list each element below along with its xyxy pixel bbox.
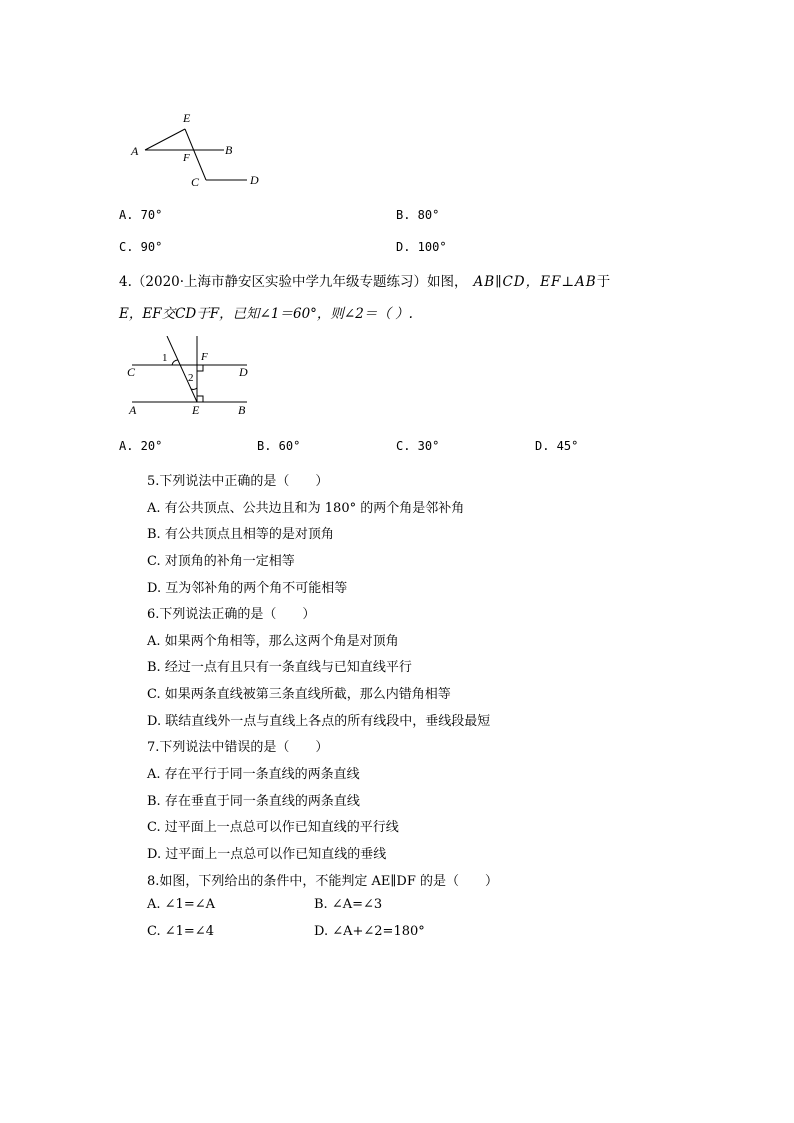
figure-angle-diagram-1 bbox=[120, 108, 280, 194]
q4-stem-text: （2020·上海市静安区实验中学九年级专题练习）如图， bbox=[131, 274, 468, 290]
fig4-label-f: F bbox=[201, 351, 208, 363]
q8-option-c: C. ∠1=∠4 bbox=[147, 924, 214, 939]
q7-stem: 7.下列说法中错误的是（ ） bbox=[147, 740, 329, 755]
fig1-label-b: B bbox=[225, 143, 233, 157]
q3-option-a: A. 70° bbox=[119, 208, 163, 222]
fig4-label-d: D bbox=[239, 365, 248, 379]
fig1-label-a: A bbox=[131, 144, 139, 158]
fig4-label-a: A bbox=[129, 403, 137, 417]
q4-stem-yu: 于 bbox=[596, 274, 611, 290]
q7-option-d: D. 过平面上一点总可以作已知直线的垂线 bbox=[147, 847, 387, 862]
q6-option-d: D. 联结直线外一点与直线上各点的所有线段中，垂线段最短 bbox=[147, 714, 491, 729]
fig1-label-d: D bbox=[250, 173, 259, 187]
fig4-label-b: B bbox=[238, 403, 246, 417]
q8-option-a: A. ∠1=∠A bbox=[147, 897, 215, 912]
q7-option-b: B. 存在垂直于同一条直线的两条直线 bbox=[147, 794, 360, 809]
fig4-label-e: E bbox=[192, 403, 200, 417]
q5-option-a: A. 有公共顶点、公共边且和为 180° 的两个角是邻补角 bbox=[147, 501, 465, 516]
q6-option-b: B. 经过一点有且只有一条直线与已知直线平行 bbox=[147, 660, 412, 675]
q5-option-c: C. 对顶角的补角一定相等 bbox=[147, 554, 295, 569]
fig4-label-1: 1 bbox=[162, 352, 168, 364]
q4-option-a: A. 20° bbox=[119, 439, 163, 453]
fig1-label-c: C bbox=[191, 175, 200, 189]
q7-option-c: C. 过平面上一点总可以作已知直线的平行线 bbox=[147, 820, 399, 835]
q5-stem: 5.下列说法中正确的是（ ） bbox=[147, 474, 329, 489]
q8-option-b: B. ∠A=∠3 bbox=[314, 897, 383, 912]
q8-stem: 8.如图，下列给出的条件中，不能判定 AE∥DF 的是（ ） bbox=[147, 874, 498, 889]
q6-stem: 6.下列说法正确的是（ ） bbox=[147, 607, 316, 622]
q3-option-b: B. 80° bbox=[396, 208, 440, 222]
fig1-label-f: F bbox=[183, 152, 190, 164]
q4-stem-line1 bbox=[119, 270, 610, 290]
fig4-label-c: C bbox=[127, 365, 136, 379]
q3-option-c: C. 90° bbox=[119, 240, 163, 254]
q4-condition: AB∥CD，EF⊥AB bbox=[473, 274, 597, 290]
fig1-label-e: E bbox=[183, 111, 191, 125]
q5-option-b: B. 有公共顶点且相等的是对顶角 bbox=[147, 527, 334, 542]
q7-option-a: A. 存在平行于同一条直线的两条直线 bbox=[147, 767, 360, 782]
q5-option-d: D. 互为邻补角的两个角不可能相等 bbox=[147, 581, 348, 596]
q6-option-a: A. 如果两个角相等，那么这两个角是对顶角 bbox=[147, 634, 399, 649]
q6-option-c: C. 如果两条直线被第三条直线所截，那么内错角相等 bbox=[147, 687, 451, 702]
q4-number: 4. bbox=[119, 274, 132, 290]
q4-stem-line2: E，EF交CD于F，已知∠1＝60°，则∠2＝（ ）. bbox=[119, 306, 413, 322]
q4-option-b: B. 60° bbox=[257, 439, 301, 453]
fig4-label-2: 2 bbox=[188, 372, 194, 384]
q3-option-d: D. 100° bbox=[396, 240, 447, 254]
q8-option-d: D. ∠A+∠2=180° bbox=[314, 924, 425, 939]
q4-option-d: D. 45° bbox=[535, 439, 579, 453]
figure-parallel-lines-q4 bbox=[122, 336, 262, 420]
q4-option-c: C. 30° bbox=[396, 439, 440, 453]
